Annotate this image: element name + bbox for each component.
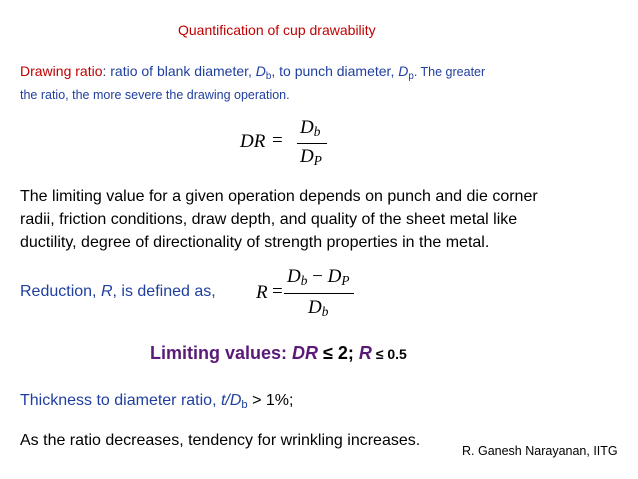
wrinkling-statement: As the ratio decreases, tendency for wrinkling increases. [20,432,421,449]
drawing-ratio-line-1: Drawing ratio: ratio of blank diameter, $D_b$, to punch diameter, $D_p$. The greater [20,63,486,82]
reduction-definition: Reduction, R, is defined as, [20,283,216,300]
drawing-ratio-line-2: the ratio, the more severe the drawing operation. [20,88,290,102]
r-denominator: $D_b$ [308,297,329,319]
author-credit: R. Ganesh Narayanan, IITG [462,444,618,458]
slide-title: Quantification of cup drawability [178,22,376,38]
drawing-ratio-term: Drawing ratio [20,63,103,79]
dr-numerator: $D_b$ [300,117,321,139]
r-equals: = [272,281,283,302]
limiting-paragraph: The limiting value for a given operation depends on punch and die corner radii, friction conditions, draw depth, and quality of the sheet metal like ductility, degree of directionality of strength properties in the metal. [20,188,538,251]
dr-denominator: $D_P$ [300,146,322,168]
r-numerator: $D_b - D_P$ [287,266,350,288]
drawing-ratio-paragraph [20,62,485,105]
limiting-values: Limiting values: DR ≤ 2; R ≤ 0.5 [150,343,407,363]
dr-equals: = [272,130,283,151]
r-lhs: R [256,282,268,303]
dr-lhs: DR [240,131,266,152]
thickness-ratio: Thickness to diameter ratio, $t/D_b > 1\%$; [20,392,294,411]
dr-fraction-bar [297,143,327,144]
r-fraction-bar [284,293,354,294]
